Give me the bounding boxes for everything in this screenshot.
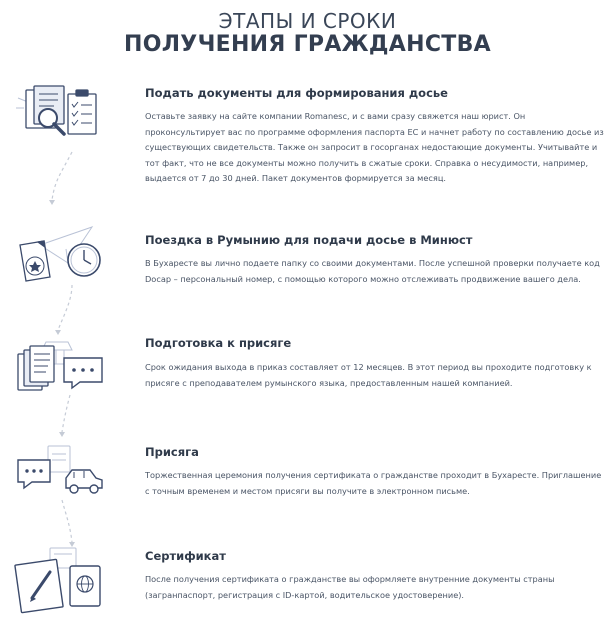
step-3-title: Подготовка к присяге xyxy=(145,336,292,350)
step-1-text: Оставьте заявку на сайте компании Romanesc, и с вами сразу свяжется наш юрист. Он проконсультирует вас по программе оформления паспорта ЕС и начнет работу по составлению досье из существующих свидетельств. Также он запросит в госорганах недостающие документы. Учитывайте и тот факт, что не все документы можно получить в сжатые сроки. Справка о несудимости, например, выдается от 7 до 30 дней. Пакет документов формируется за месяц. xyxy=(145,111,604,183)
page-title-line2: ПОЛУЧЕНИЯ ГРАЖДАНСТВА xyxy=(124,32,491,57)
step-4-text: Торжественная церемония получения сертификата о гражданстве проходит в Бухаресте. Приглашение с точным временем и местом присяги вы получите в электронном письме. xyxy=(145,470,602,496)
certificate-passport-icon xyxy=(10,542,110,622)
step-2-text: В Бухаресте вы лично подаете папку со своими документами. После успешной проверки получаете код Dосар – персональный номер, с помощью которого можно отслеживать продвижение вашего дела. xyxy=(145,258,600,284)
connector-arrow-3 xyxy=(59,432,65,437)
step-1-title: Подать документы для формирования досье xyxy=(145,86,448,100)
step-2-title: Поездка в Румынию для подачи досье в Минюст xyxy=(145,233,473,247)
step-5-text: После получения сертификата о гражданстве вы оформляете внутренние документы страны (загранпаспорт, регистрация с ID-картой, водительское удостоверение). xyxy=(145,574,555,600)
paper-plane-clock-icon xyxy=(10,215,110,295)
connector-arrow-1 xyxy=(49,200,55,205)
page-title-line1: ЭТАПЫ И СРОКИ xyxy=(218,9,397,33)
step-4-title: Присяга xyxy=(145,445,199,459)
building-chat-icon xyxy=(10,330,110,410)
step-3-text: Срок ожидания выхода в приказ составляет от 12 месяцев. В этот период вы проходите подготовку к присяге с преподавателем румынского языка, предоставленным нашей компанией. xyxy=(145,362,592,388)
documents-magnifier-icon xyxy=(10,80,110,160)
chat-car-icon xyxy=(10,438,110,518)
step-5-title: Сертификат xyxy=(145,549,226,563)
